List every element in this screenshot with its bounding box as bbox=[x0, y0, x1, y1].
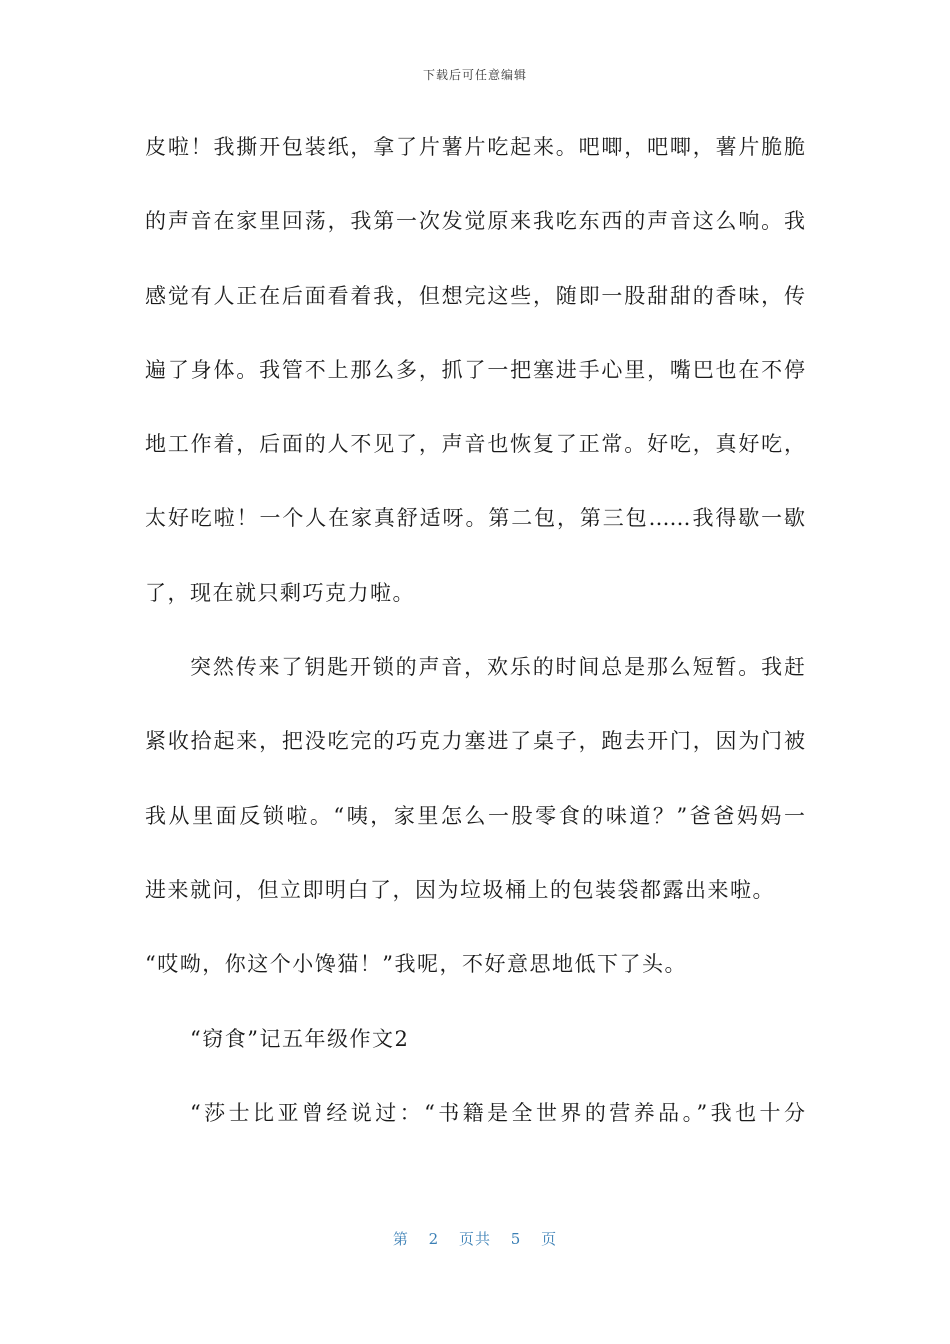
text-line: 皮啦！我撕开包装纸，拿了片薯片吃起来。吧唧，吧唧，薯片脆脆 bbox=[145, 135, 805, 159]
text-line: 地工作着，后面的人不见了，声音也恢复了正常。好吃，真好吃， bbox=[145, 432, 805, 457]
text-line: 的声音在家里回荡，我第一次发觉原来我吃东西的声音这么响。我 bbox=[145, 209, 805, 234]
text-line: 突然传来了钥匙开锁的声音，欢乐的时间总是那么短暂。我赶 bbox=[190, 655, 805, 680]
text-line: 我从里面反锁啦。“咦，家里怎么一股零食的味道？”爸爸妈妈一 bbox=[145, 803, 805, 828]
text-line: “哎呦，你这个小馋猫！”我呢，不好意思地低下了头。 bbox=[145, 952, 687, 977]
text-line: 遍了身体。我管不上那么多，抓了一把塞进手心里，嘴巴也在不停 bbox=[145, 357, 805, 382]
text-line: 了，现在就只剩巧克力啦。 bbox=[145, 580, 415, 605]
text-line: 进来就问，但立即明白了，因为垃圾桶上的包装袋都露出来啦。 bbox=[145, 877, 775, 902]
document-body bbox=[145, 128, 805, 1168]
section-heading: “窃食”记五年级作文2 bbox=[190, 1026, 410, 1051]
text-line: 感觉有人正在后面看着我，但想完这些，随即一股甜甜的香味，传 bbox=[145, 283, 805, 308]
text-line: 太好吃啦！一个人在家真舒适呀。第二包，第三包……我得歇一歇 bbox=[145, 506, 805, 531]
text-line: “莎士比亚曾经说过：“书籍是全世界的营养品。”我也十分 bbox=[190, 1100, 805, 1125]
text-line: 紧收拾起来，把没吃完的巧克力塞进了桌子，跑去开门，因为门被 bbox=[145, 729, 805, 754]
page-header: 下载后可任意编辑 bbox=[422, 68, 527, 82]
page-number-footer: 第 2 页共 5 页 bbox=[392, 1230, 558, 1248]
